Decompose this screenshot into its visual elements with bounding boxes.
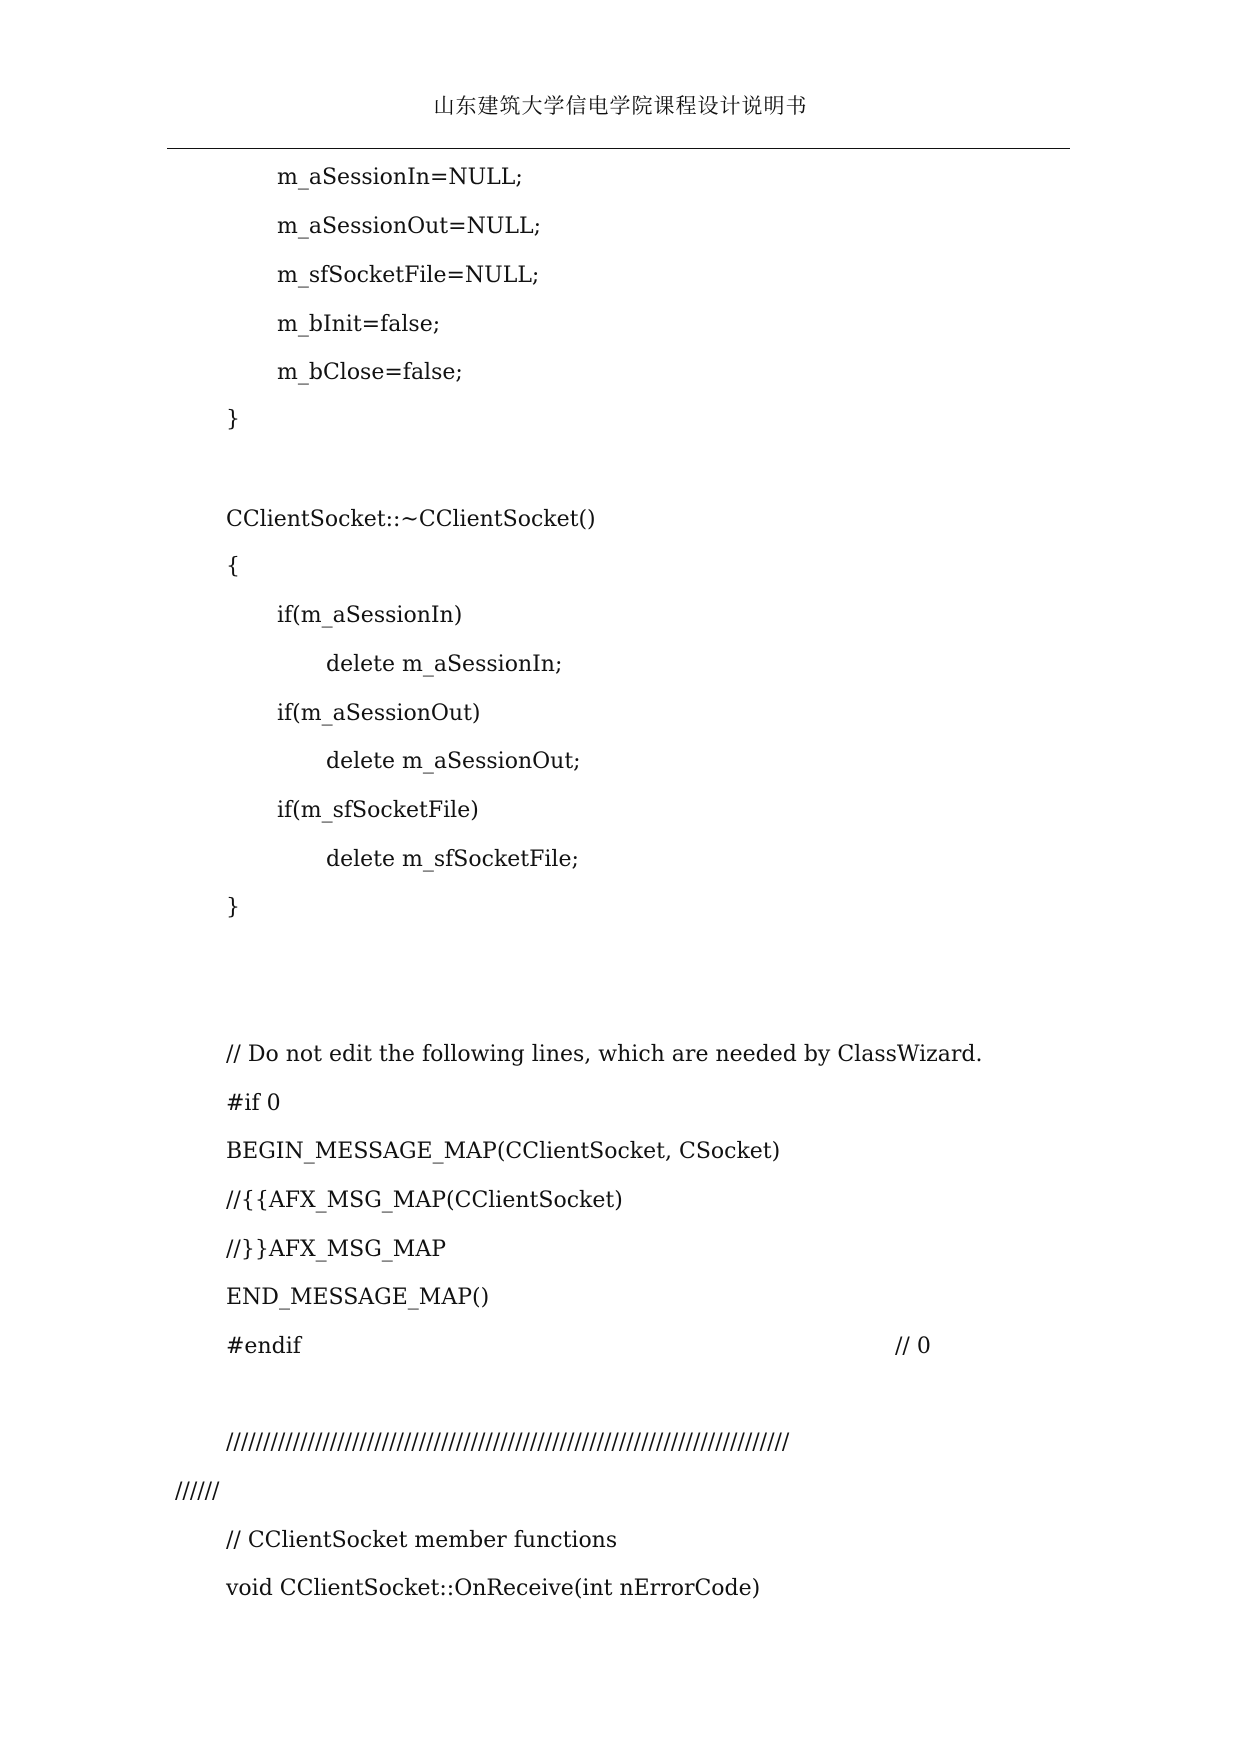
- code-line: }: [226, 895, 240, 920]
- code-line: #endif: [226, 1334, 301, 1359]
- header-divider: [167, 148, 1070, 149]
- code-comment: // CClientSocket member functions: [226, 1528, 618, 1553]
- code-line: #if 0: [226, 1091, 281, 1116]
- code-line: m_bClose=false;: [277, 360, 463, 385]
- code-line: m_aSessionIn=NULL;: [277, 165, 523, 190]
- code-line: //}}AFX_MSG_MAP: [226, 1237, 447, 1262]
- code-line: {: [226, 554, 240, 579]
- code-line: m_sfSocketFile=NULL;: [277, 263, 540, 288]
- code-line: END_MESSAGE_MAP(): [226, 1285, 490, 1310]
- code-line: CClientSocket::~CClientSocket(): [226, 507, 596, 532]
- code-comment: // 0: [895, 1334, 931, 1359]
- code-line: m_bInit=false;: [277, 312, 441, 337]
- code-comment-rule: //////: [175, 1479, 220, 1504]
- code-comment-rule: ////////////////////////////////////////////////////////////////////////////: [226, 1430, 790, 1455]
- code-line: }: [226, 407, 240, 432]
- page-header-title: 山东建筑大学信电学院课程设计说明书: [433, 94, 808, 118]
- code-line: if(m_aSessionOut): [277, 701, 481, 726]
- code-line: delete m_aSessionOut;: [326, 749, 581, 774]
- code-line: BEGIN_MESSAGE_MAP(CClientSocket, CSocket): [226, 1139, 781, 1164]
- code-line: delete m_aSessionIn;: [326, 652, 563, 677]
- code-line: m_aSessionOut=NULL;: [277, 214, 541, 239]
- code-line: if(m_aSessionIn): [277, 603, 463, 628]
- code-line: void CClientSocket::OnReceive(int nErrorCode): [226, 1576, 761, 1601]
- code-comment: // Do not edit the following lines, which are needed by ClassWizard.: [226, 1042, 983, 1067]
- code-line: delete m_sfSocketFile;: [326, 847, 579, 872]
- code-line: //{{AFX_MSG_MAP(CClientSocket): [226, 1188, 623, 1213]
- code-line: if(m_sfSocketFile): [277, 798, 479, 823]
